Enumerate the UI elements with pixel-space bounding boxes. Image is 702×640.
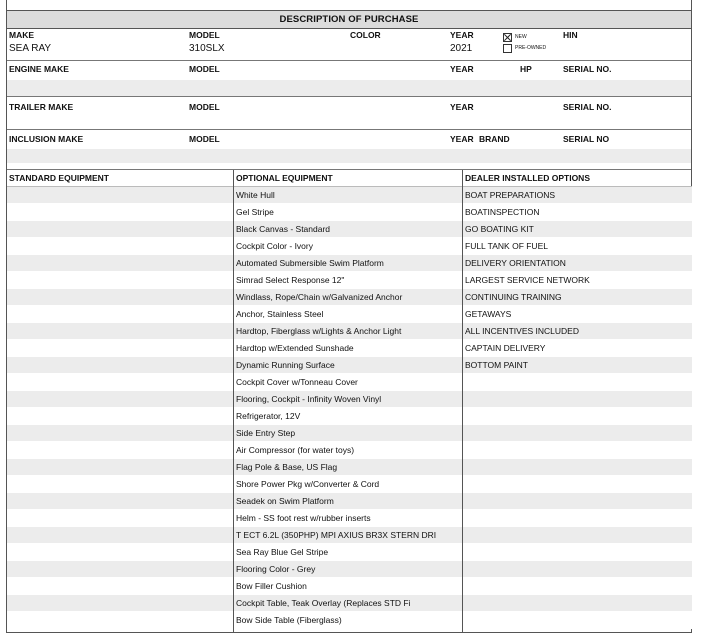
standard-equipment-row <box>7 272 233 289</box>
standard-equipment-row <box>7 578 233 595</box>
standard-equipment-header: STANDARD EQUIPMENT <box>7 170 233 187</box>
optional-equipment-row: Anchor, Stainless Steel <box>234 306 463 323</box>
new-label: NEW <box>515 34 527 40</box>
dealer-option-row <box>463 612 692 629</box>
optional-equipment-row: Flag Pole & Base, US Flag <box>234 459 463 476</box>
standard-equipment-row <box>7 289 233 306</box>
dealer-options-header: DEALER INSTALLED OPTIONS <box>463 170 692 187</box>
divider <box>7 96 691 97</box>
standard-equipment-row <box>7 187 233 204</box>
standard-equipment-list <box>7 187 233 629</box>
engine-serial-label: SERIAL NO. <box>563 64 612 74</box>
optional-equipment-row: Automated Submersible Swim Platform <box>234 255 463 272</box>
year-value[interactable]: 2021 <box>450 43 473 54</box>
standard-equipment-row <box>7 340 233 357</box>
preowned-checkbox[interactable] <box>503 44 512 53</box>
optional-equipment-row: Flooring Color - Grey <box>234 561 463 578</box>
optional-equipment-row: Gel Stripe <box>234 204 463 221</box>
dealer-option-row <box>463 442 692 459</box>
dealer-option-row <box>463 561 692 578</box>
inclusion-input-row[interactable] <box>7 149 691 163</box>
standard-equipment-row <box>7 425 233 442</box>
standard-equipment-column <box>7 170 233 632</box>
dealer-option-row <box>463 578 692 595</box>
engine-input-row[interactable] <box>7 80 691 96</box>
standard-equipment-row <box>7 561 233 578</box>
standard-equipment-row <box>7 238 233 255</box>
dealer-options-list <box>463 187 692 629</box>
optional-equipment-row: Helm - SS foot rest w/rubber inserts <box>234 510 463 527</box>
dealer-option-row: ALL INCENTIVES INCLUDED <box>463 323 692 340</box>
standard-equipment-row <box>7 374 233 391</box>
engine-model-label: MODEL <box>189 64 220 74</box>
standard-equipment-row <box>7 306 233 323</box>
dealer-options-column <box>462 170 692 632</box>
standard-equipment-row <box>7 544 233 561</box>
optional-equipment-row: Windlass, Rope/Chain w/Galvanized Anchor <box>234 289 463 306</box>
standard-equipment-row <box>7 595 233 612</box>
standard-equipment-row <box>7 323 233 340</box>
optional-equipment-row: Cockpit Table, Teak Overlay (Replaces STD Fi <box>234 595 463 612</box>
dealer-option-row: CAPTAIN DELIVERY <box>463 340 692 357</box>
model-label: MODEL <box>189 30 220 40</box>
trailer-make-label: TRAILER MAKE <box>9 102 74 112</box>
trailer-serial-label: SERIAL NO. <box>563 102 612 112</box>
optional-equipment-list <box>234 187 463 629</box>
dealer-option-row <box>463 425 692 442</box>
optional-equipment-row: Simrad Select Response 12" <box>234 272 463 289</box>
standard-equipment-row <box>7 442 233 459</box>
new-checkbox[interactable] <box>503 33 512 42</box>
hin-label: HIN <box>563 30 578 40</box>
standard-equipment-row <box>7 391 233 408</box>
standard-equipment-row <box>7 476 233 493</box>
standard-equipment-row <box>7 357 233 374</box>
optional-equipment-row: Bow Side Table (Fiberglass) <box>234 612 463 629</box>
color-label: COLOR <box>350 30 381 40</box>
dealer-option-row <box>463 408 692 425</box>
optional-equipment-row: Black Canvas - Standard <box>234 221 463 238</box>
dealer-option-row: BOATINSPECTION <box>463 204 692 221</box>
standard-equipment-row <box>7 459 233 476</box>
dealer-option-row: FULL TANK OF FUEL <box>463 238 692 255</box>
dealer-option-row <box>463 476 692 493</box>
divider <box>7 60 691 61</box>
dealer-option-row <box>463 459 692 476</box>
dealer-option-row <box>463 391 692 408</box>
optional-equipment-row: Hardtop, Fiberglass w/Lights & Anchor Light <box>234 323 463 340</box>
inclusion-brand-label: BRAND <box>479 134 510 144</box>
dealer-option-row <box>463 595 692 612</box>
engine-make-label: ENGINE MAKE <box>9 64 69 74</box>
engine-year-label: YEAR <box>450 64 474 74</box>
inclusion-serial-label: SERIAL NO <box>563 134 610 144</box>
dealer-option-row: CONTINUING TRAINING <box>463 289 692 306</box>
optional-equipment-row: Dynamic Running Surface <box>234 357 463 374</box>
optional-equipment-row: White Hull <box>234 187 463 204</box>
dealer-option-row: DELIVERY ORIENTATION <box>463 255 692 272</box>
dealer-option-row <box>463 374 692 391</box>
model-value[interactable]: 310SLX <box>189 43 225 54</box>
dealer-option-row <box>463 510 692 527</box>
optional-equipment-row: Side Entry Step <box>234 425 463 442</box>
optional-equipment-row: Cockpit Color - Ivory <box>234 238 463 255</box>
inclusion-year-label: YEAR <box>450 134 474 144</box>
optional-equipment-row: Shore Power Pkg w/Converter & Cord <box>234 476 463 493</box>
optional-equipment-row: Cockpit Cover w/Tonneau Cover <box>234 374 463 391</box>
optional-equipment-row: Air Compressor (for water toys) <box>234 442 463 459</box>
make-value[interactable]: SEA RAY <box>9 43 52 54</box>
dealer-option-row: GETAWAYS <box>463 306 692 323</box>
preowned-label: PRE-OWNED <box>515 45 547 51</box>
optional-equipment-row: Sea Ray Blue Gel Stripe <box>234 544 463 561</box>
dealer-option-row: BOTTOM PAINT <box>463 357 692 374</box>
standard-equipment-row <box>7 527 233 544</box>
trailer-year-label: YEAR <box>450 102 474 112</box>
optional-equipment-row: Flooring, Cockpit - Infinity Woven Vinyl <box>234 391 463 408</box>
year-label: YEAR <box>450 30 474 40</box>
standard-equipment-row <box>7 221 233 238</box>
dealer-option-row: GO BOATING KIT <box>463 221 692 238</box>
optional-equipment-row: Hardtop w/Extended Sunshade <box>234 340 463 357</box>
purchase-form <box>6 0 692 633</box>
dealer-option-row <box>463 527 692 544</box>
optional-equipment-header: OPTIONAL EQUIPMENT <box>234 170 463 187</box>
standard-equipment-row <box>7 204 233 221</box>
inclusion-model-label: MODEL <box>189 134 220 144</box>
dealer-option-row <box>463 544 692 561</box>
dealer-option-row: BOAT PREPARATIONS <box>463 187 692 204</box>
dealer-option-row <box>463 493 692 510</box>
divider <box>7 129 691 130</box>
trailer-model-label: MODEL <box>189 102 220 112</box>
optional-equipment-column <box>233 170 463 632</box>
standard-equipment-row <box>7 493 233 510</box>
section-title: DESCRIPTION OF PURCHASE <box>7 10 691 29</box>
optional-equipment-row: Seadek on Swim Platform <box>234 493 463 510</box>
optional-equipment-row: Refrigerator, 12V <box>234 408 463 425</box>
standard-equipment-row <box>7 510 233 527</box>
optional-equipment-row: T ECT 6.2L (350PHP) MPI AXIUS BR3X STERN DRI <box>234 527 463 544</box>
make-label: MAKE <box>9 30 35 40</box>
inclusion-make-label: INCLUSION MAKE <box>9 134 84 144</box>
standard-equipment-row <box>7 612 233 629</box>
standard-equipment-row <box>7 408 233 425</box>
dealer-option-row: LARGEST SERVICE NETWORK <box>463 272 692 289</box>
standard-equipment-row <box>7 255 233 272</box>
optional-equipment-row: Bow Filler Cushion <box>234 578 463 595</box>
engine-hp-label: HP <box>520 64 532 74</box>
